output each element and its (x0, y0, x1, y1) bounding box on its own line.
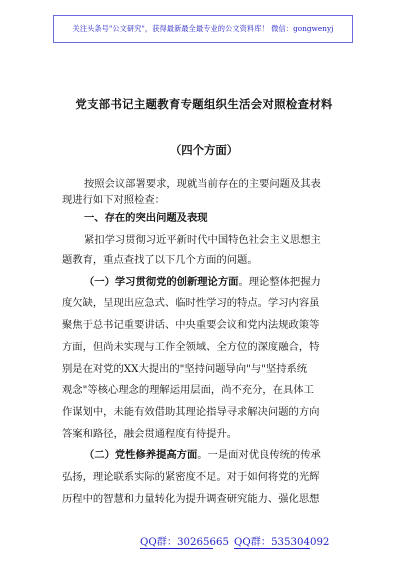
body-line: 紧扣学习贯彻习近平新时代中国特色社会主义思想主 (84, 234, 321, 246)
body-line: （二）党性修养提高方面。一是面对优良传统的传承 (84, 449, 321, 461)
body-line: （一）学习贯彻党的创新理论方面。理论整体把握力 (84, 276, 321, 288)
section-heading: 一、存在的突出问题及表现 (84, 212, 208, 224)
body-line: 观念"等核心理念的理解运用层面，尚不充分，在具体工 (62, 384, 314, 396)
body-line: 历程中的智慧和力量转化为提升调查研究能力、强化思想 (62, 493, 320, 505)
body-line: 度欠缺，呈现出应急式、临时性学习的特点。学习内容虽 (62, 297, 320, 309)
subsection-heading: （一）学习贯彻党的创新理论方面 (84, 276, 239, 288)
body-line: 按照会议部署要求，现就当前存在的主要问题及其表 (84, 178, 321, 190)
header-notice-text: 关注头条号"公文研究"，获得最新最全最专业的公文资料库！ 微信：gongwenyj (72, 24, 334, 33)
body-line: 方面，但尚未实现与工作全领域、全方位的深度融合，特 (62, 341, 320, 353)
body-line: 作谋划中，未能有效借助其理论指导寻求解决问题的方向 (62, 406, 320, 418)
body-line: 现进行如下对照检查： (62, 194, 165, 206)
header-notice-box (53, 15, 353, 43)
body-line: 弘扬，理论联系实际的紧密度不足。对于如何将党的光辉 (62, 471, 320, 483)
footer-qq-group-2: QQ群：535304092 (234, 537, 330, 548)
footer-underline-2 (234, 548, 310, 549)
body-line: 别是在对党的XX大提出的"坚持问题导向"与"坚持系统 (62, 363, 308, 375)
body-line: 聚焦于总书记重要讲话、中央重要会议和党内法规政策等 (62, 319, 320, 331)
body-line: 题教育，重点查找了以下几个方面的问题。 (62, 254, 258, 266)
document-subtitle: （四个方面） (169, 143, 239, 157)
footer-qq-group-1: QQ群：30265665 (140, 537, 229, 548)
document-title: 党支部书记主题教育专题组织生活会对照检查材料 (75, 97, 333, 111)
body-line: 答案和路径，融会贯通程度有待提升。 (62, 428, 238, 440)
subsection-heading: （二）党性修养提高方面 (84, 449, 198, 461)
footer-underline-1 (140, 548, 213, 549)
